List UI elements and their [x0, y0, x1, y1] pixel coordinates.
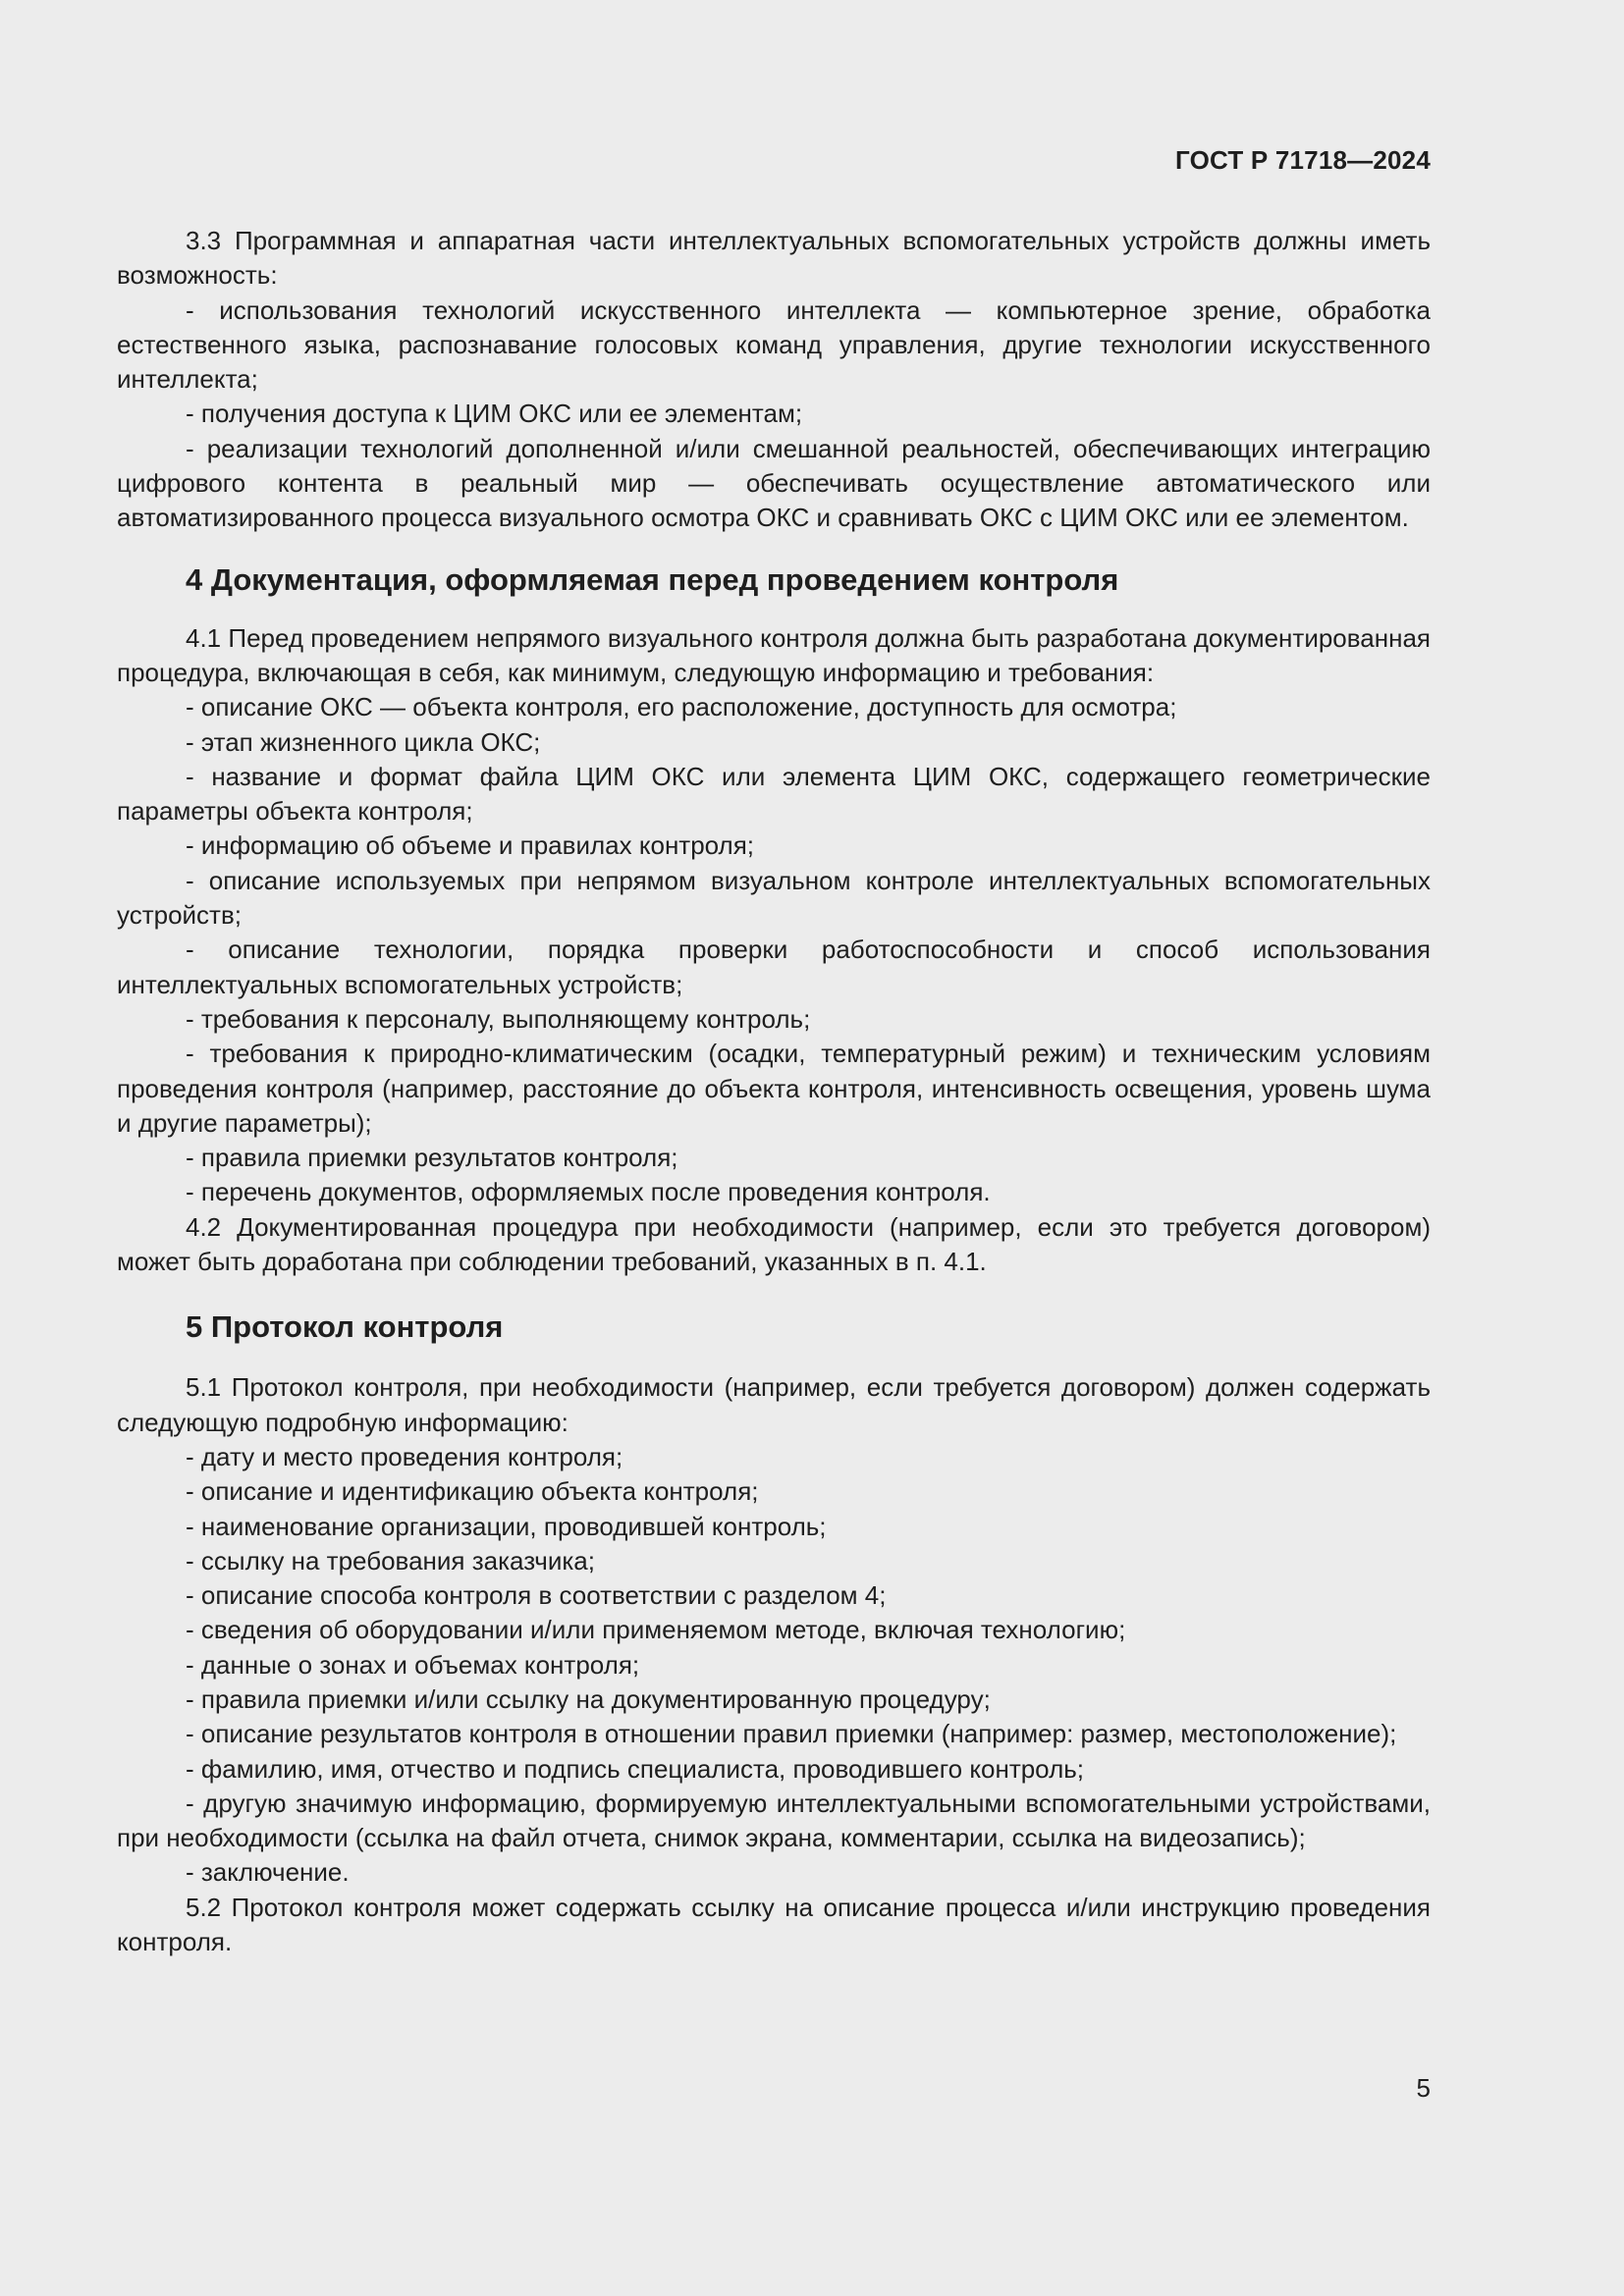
list-item: - требования к природно-климатическим (осадки, температурный режим) и техническим условиям проведения контроля (например, расстояние до объекта контроля, интенсивность освещения, уровень шума и другие параметры);	[117, 1039, 1431, 1138]
list-item: - другую значимую информацию, формируемую интеллектуальными вспомогательными устройствами, при необходимости (ссылка на файл отчета, снимок экрана, комментарии, ссылка на видеозапись);	[117, 1788, 1431, 1853]
list-item: - заключение.	[186, 1857, 350, 1888]
list-item: - описание результатов контроля в отношении правил приемки (например: размер, местоположение);	[186, 1719, 1397, 1749]
list-item: - информацию об объеме и правилах контроля;	[186, 830, 755, 861]
list-item: - дату и место проведения контроля;	[186, 1441, 623, 1471]
list-item: - название и формат файла ЦИМ ОКС или элемента ЦИМ ОКС, содержащего геометрические параметры объекта контроля;	[117, 761, 1431, 827]
list-item: - получения доступа к ЦИМ ОКС или ее элементам;	[186, 399, 803, 429]
list-item: - использования технологий искусственного интеллекта — компьютерное зрение, обработка естественного языка, распознавание голосовых команд управления, другие технологии искусственного интеллекта;	[117, 294, 1431, 395]
section-5-heading: 5 Протокол контроля	[186, 1309, 504, 1345]
list-item: - описание ОКС — объекта контроля, его расположение, доступность для осмотра;	[186, 692, 1177, 722]
section-4-heading: 4 Документация, оформляемая перед проведением контроля	[186, 561, 1119, 597]
clause-5-2: 5.2 Протокол контроля может содержать ссылку на описание процесса и/или инструкцию проведения контроля.	[117, 1892, 1431, 1957]
list-item: - требования к персоналу, выполняющему контроль;	[186, 1003, 811, 1034]
clause-3-3-intro: 3.3 Программная и аппаратная части интеллектуальных вспомогательных устройств должны иметь возможность:	[117, 226, 1431, 291]
list-item: - описание технологии, порядка проверки работоспособности и способ использования интеллектуальных вспомогательных устройств;	[117, 934, 1431, 999]
list-item: - сведения об оборудовании и/или применяемом методе, включая технологию;	[186, 1615, 1126, 1645]
list-item: - описание способа контроля в соответствии с разделом 4;	[186, 1580, 887, 1611]
list-item: - реализации технологий дополненной и/или смешанной реальностей, обеспечивающих интеграцию цифрового контента в реальный мир — обеспечивать осуществление автоматического или автоматизированного процесса визуального осмотра ОКС и сравнивать ОКС с ЦИМ ОКС или ее элементом.	[117, 433, 1431, 533]
list-item: - описание и идентификацию объекта контроля;	[186, 1476, 759, 1507]
list-item: - данные о зонах и объемах контроля;	[186, 1649, 640, 1680]
list-item: - описание используемых при непрямом визуальном контроле интеллектуальных вспомогательных устройств;	[117, 865, 1431, 931]
list-item: - правила приемки результатов контроля;	[186, 1143, 678, 1173]
page-content	[117, 224, 1431, 1959]
list-item: - перечень документов, оформляемых после проведения контроля.	[186, 1177, 991, 1207]
page-number: 5	[1416, 2073, 1431, 2103]
list-item: - фамилию, имя, отчество и подпись специалиста, проводившего контроль;	[186, 1753, 1085, 1784]
list-item: - наименование организации, проводившей контроль;	[186, 1511, 827, 1541]
clause-5-1-intro: 5.1 Протокол контроля, при необходимости (например, если требуется договором) должен содержать следующую подробную информацию:	[117, 1372, 1431, 1437]
list-item: - ссылку на требования заказчика;	[186, 1545, 595, 1575]
list-item: - этап жизненного цикла ОКС;	[186, 726, 541, 757]
document-code: ГОСТ Р 71718—2024	[1175, 145, 1431, 175]
list-item: - правила приемки и/или ссылку на документированную процедуру;	[186, 1683, 991, 1714]
clause-4-1-intro: 4.1 Перед проведением непрямого визуального контроля должна быть разработана документированная процедура, включающая в себя, как минимум, следующую информацию и требования:	[117, 622, 1431, 687]
clause-4-2: 4.2 Документированная процедура при необходимости (например, если это требуется договором) может быть доработана при соблюдении требований, указанных в п. 4.1.	[117, 1211, 1431, 1277]
